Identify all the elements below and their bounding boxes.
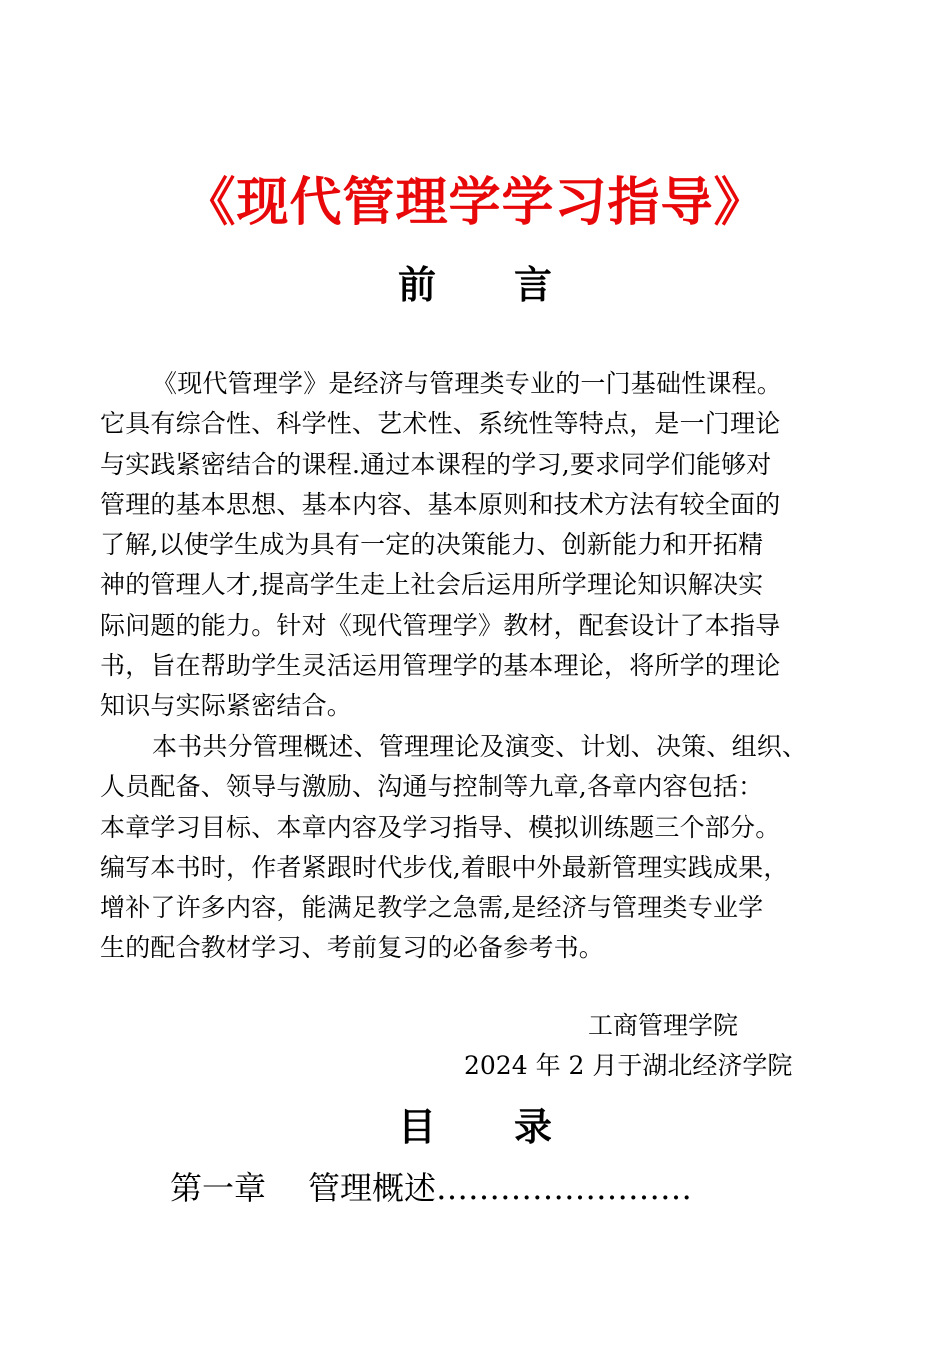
toc-heading-char-1: 目	[397, 1105, 436, 1149]
paragraph-line: 书，旨在帮助学生灵活运用管理学的基本理论，将所学的理论	[100, 651, 781, 681]
paragraph-line: 生的配合教材学习、考前复习的必备参考书。	[100, 933, 605, 963]
paragraph-line: 本书共分管理概述、管理理论及演变、计划、决策、组织、	[152, 732, 808, 761]
toc-heading	[0, 1102, 950, 1152]
toc-leader-dots: ……………………	[436, 1169, 693, 1207]
paragraph-line: 神的管理人才,提高学生走上社会后运用所学理论知识解决实	[100, 570, 764, 600]
paragraph-line: 它具有综合性、科学性、艺术性、系统性等特点，是一门理论	[100, 409, 781, 439]
paragraph-line: 了解,以使学生成为具有一定的决策能力、创新能力和开拓精	[100, 530, 764, 560]
preface-heading-char-2: 言	[514, 263, 553, 307]
preface-paragraph-1	[100, 364, 870, 727]
paragraph-line: 《现代管理学》是经济与管理类专业的一门基础性课程。	[152, 369, 783, 398]
toc-heading-char-2: 录	[514, 1105, 553, 1149]
paragraph-line: 人员配备、领导与激励、沟通与控制等九章,各章内容包括：	[100, 772, 764, 802]
toc-chapter-number: 第一章	[170, 1169, 267, 1207]
preface-heading-char-1: 前	[397, 263, 436, 307]
preface-heading	[0, 260, 950, 310]
paragraph-line: 本章学习目标、本章内容及学习指导、模拟训练题三个部分。	[100, 812, 781, 842]
paragraph-line: 际问题的能力。针对《现代管理学》教材，配套设计了本指导	[100, 610, 781, 640]
paragraph-line: 与实践紧密结合的课程.通过本课程的学习,要求同学们能够对	[100, 449, 772, 479]
signature-organization: 工商管理学院	[588, 1011, 739, 1040]
book-title: 《现代管理学学习指导》	[183, 173, 767, 233]
paragraph-line: 编写本书时，作者紧跟时代步伐,着眼中外最新管理实践成果，	[100, 852, 789, 882]
paragraph-line: 增补了许多内容，能满足教学之急需,是经济与管理类专业学	[100, 893, 764, 923]
signature-date: 2024 年 2 月于湖北经济学院	[464, 1051, 793, 1080]
toc-chapter-title: 管理概述	[308, 1169, 437, 1207]
preface-paragraph-2	[100, 727, 870, 969]
paragraph-line: 管理的基本思想、基本内容、基本原则和技术方法有较全面的	[100, 489, 781, 519]
paragraph-line: 知识与实际紧密结合。	[100, 691, 353, 721]
toc-entry-chapter-1[interactable]	[170, 1164, 692, 1212]
